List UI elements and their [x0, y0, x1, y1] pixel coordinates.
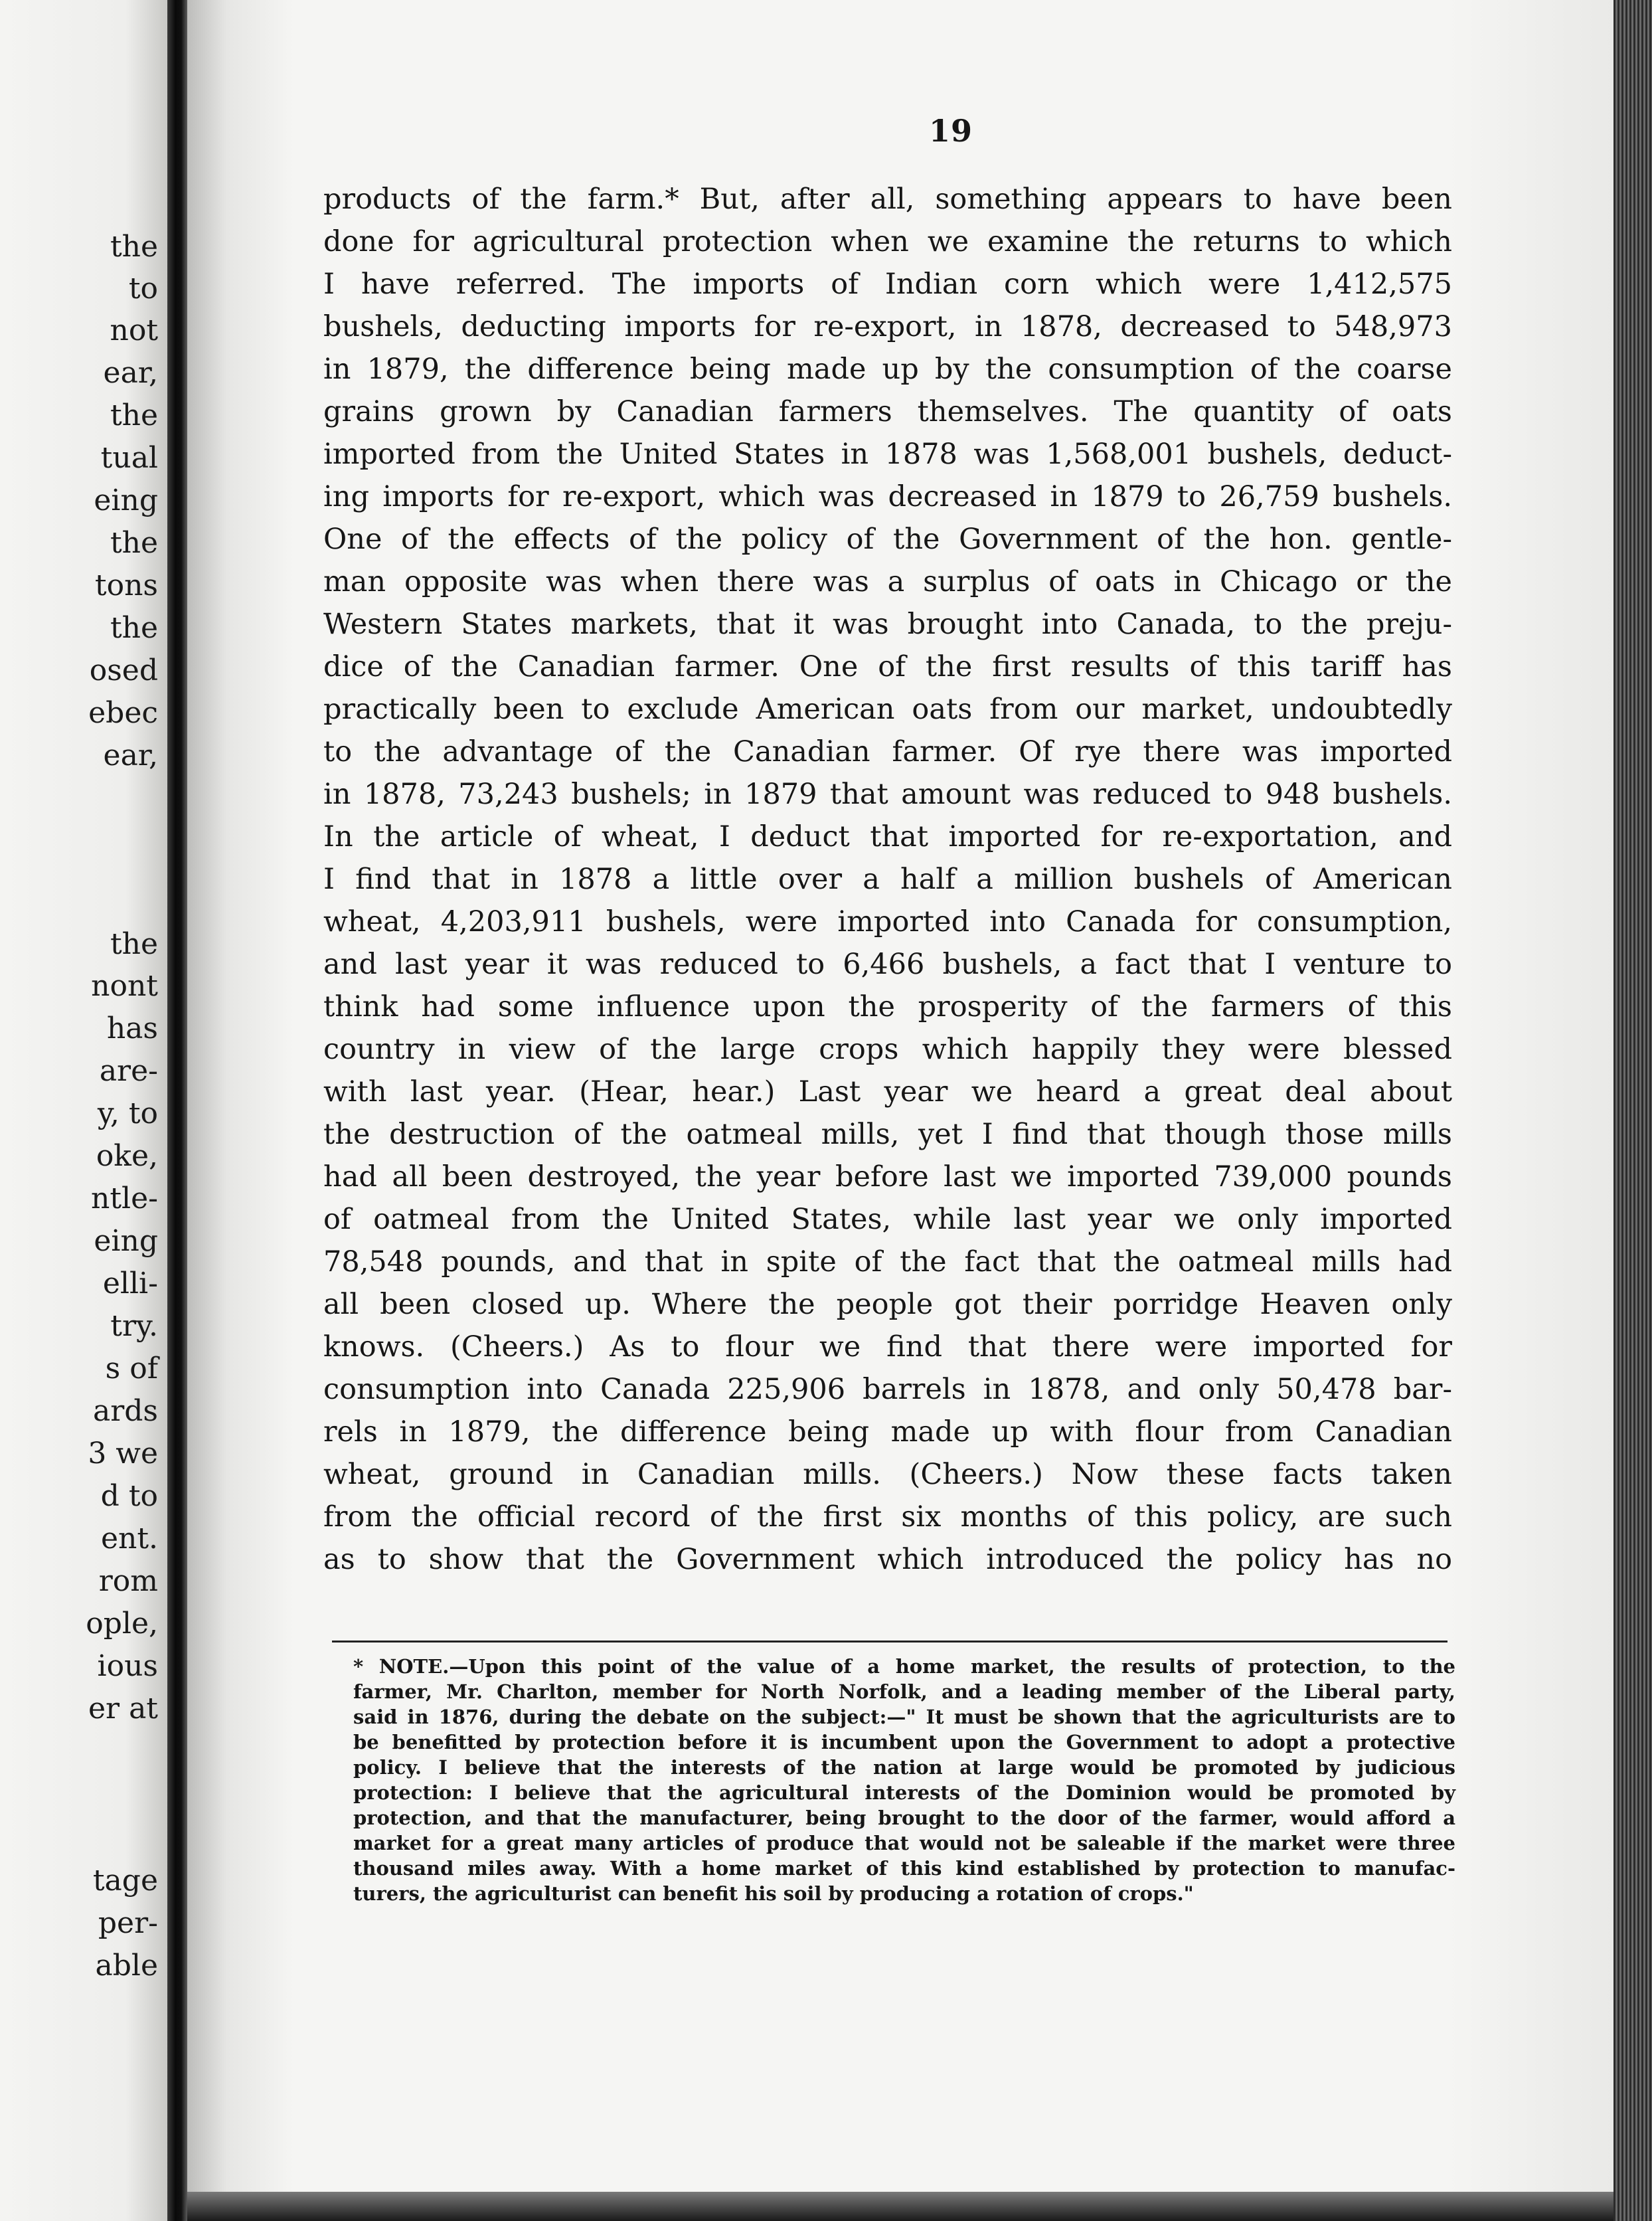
body-line: dice of the Canadian farmer. One of the first results of this tariff has — [323, 650, 1452, 683]
body-line: knows. (Cheers.) As to flour we find that there were imported for — [323, 1330, 1452, 1364]
left-page-fragment: not — [110, 313, 158, 347]
page-edges-bottom — [187, 2192, 1613, 2221]
body-line: done for agricultural protection when we examine the returns to which — [323, 225, 1452, 258]
left-page-fragment: able — [95, 1949, 158, 1983]
left-page-fragment: to — [128, 272, 158, 306]
page-number: 19 — [928, 113, 973, 149]
body-line: rels in 1879, the difference being made up with flour from Canadian — [323, 1415, 1452, 1449]
body-line: country in view of the large crops which happily they were blessed — [323, 1033, 1452, 1066]
main-page — [187, 0, 1613, 2192]
body-line: in 1878, 73,243 bushels; in 1879 that amount was reduced to 948 bushels. — [323, 778, 1452, 811]
left-page-fragment: ear, — [103, 739, 158, 772]
body-line: all been closed up. Where the people got their porridge Heaven only — [323, 1288, 1452, 1321]
left-page-fragment: the — [110, 230, 158, 264]
body-line: One of the effects of the policy of the Government of the hon. gentle- — [323, 523, 1452, 556]
left-page-fragment: try. — [110, 1309, 158, 1343]
left-page-fragment: rom — [98, 1564, 158, 1598]
left-page-fragment: ent. — [100, 1522, 158, 1555]
body-line: 78,548 pounds, and that in spite of the fact that the oatmeal mills had — [323, 1245, 1452, 1279]
left-page-fragment: the — [110, 611, 158, 645]
body-line: to the advantage of the Canadian farmer. Of rye there was imported — [323, 735, 1452, 768]
footnote-line: policy. I believe that the interests of the nation at large would be promoted by judicious — [353, 1756, 1455, 1779]
body-line: I have referred. The imports of Indian corn which were 1,412,575 — [323, 268, 1452, 301]
body-line: imported from the United States in 1878 was 1,568,001 bushels, deduct- — [323, 438, 1452, 471]
footnote-line: said in 1876, during the debate on the subject:—" It must be shown that the agriculturists are to — [353, 1706, 1455, 1728]
body-line: from the official record of the first six months of this policy, are such — [323, 1500, 1452, 1534]
left-page-fragment: tual — [100, 441, 158, 475]
body-line: think had some influence upon the prosperity of the farmers of this — [323, 990, 1452, 1023]
left-page-fragment: tons — [94, 569, 158, 602]
body-line: man opposite was when there was a surplus of oats in Chicago or the — [323, 565, 1452, 598]
footnote-line: * NOTE.—Upon this point of the value of a home market, the results of protection, to the — [353, 1655, 1455, 1678]
left-page-fragment: ople, — [86, 1607, 158, 1641]
left-page-fragment: has — [106, 1012, 158, 1045]
body-line: I find that in 1878 a little over a half a million bushels of American — [323, 863, 1452, 896]
body-line: grains grown by Canadian farmers themselves. The quantity of oats — [323, 395, 1452, 428]
body-line: wheat, 4,203,911 bushels, were imported into Canada for consumption, — [323, 905, 1452, 938]
page-edges-right — [1613, 0, 1652, 2221]
left-page-fragment: er at — [88, 1692, 158, 1726]
left-page-fragment: ear, — [103, 356, 158, 390]
left-page-fragment: ntle- — [91, 1182, 158, 1215]
left-page-fragment: eing — [94, 1224, 158, 1258]
footnote-line: market for a great many articles of produce that would not be saleable if the market were three — [353, 1832, 1455, 1854]
body-line: the destruction of the oatmeal mills, yet I find that though those mills — [323, 1118, 1452, 1151]
left-page-fragment: 3 we — [88, 1437, 158, 1470]
body-line: products of the farm.* But, after all, something appears to have been — [323, 183, 1452, 216]
body-line: in 1879, the difference being made up by the consumption of the coarse — [323, 353, 1452, 386]
left-page-fragment: tage — [92, 1864, 158, 1898]
body-line: and last year it was reduced to 6,466 bushels, a fact that I venture to — [323, 948, 1452, 981]
footnote-line: farmer, Mr. Charlton, member for North Norfolk, and a leading member of the Liberal party, — [353, 1680, 1455, 1703]
left-facing-page — [0, 0, 167, 2221]
left-page-fragment: nont — [91, 969, 158, 1003]
footnote-rule — [332, 1641, 1447, 1643]
left-page-fragment: s of — [105, 1352, 158, 1385]
footnote — [353, 1654, 1455, 1906]
left-page-fragment: d to — [100, 1479, 158, 1513]
left-page-fragment: elli- — [102, 1267, 158, 1300]
left-page-fragment: ards — [92, 1394, 158, 1428]
footnote-line: be benefitted by protection before it is incumbent upon the Government to adopt a protective — [353, 1731, 1455, 1753]
left-page-fragment: oke, — [96, 1139, 158, 1173]
binding-gutter — [167, 0, 187, 2221]
body-line: as to show that the Government which introduced the policy has no — [323, 1543, 1452, 1576]
body-line: had all been destroyed, the year before last we imported 739,000 pounds — [323, 1160, 1452, 1194]
left-page-fragment: the — [110, 927, 158, 961]
body-line: In the article of wheat, I deduct that imported for re-exportation, and — [323, 820, 1452, 853]
body-line: with last year. (Hear, hear.) Last year we heard a great deal about — [323, 1075, 1452, 1109]
left-page-fragment: the — [110, 399, 158, 432]
footnote-line: thousand miles away. With a home market of this kind established by protection to manufac- — [353, 1857, 1455, 1880]
body-line: ing imports for re-export, which was decreased in 1879 to 26,759 bushels. — [323, 480, 1452, 513]
body-line: practically been to exclude American oats from our market, undoubtedly — [323, 693, 1452, 726]
body-line: consumption into Canada 225,906 barrels in 1878, and only 50,478 bar- — [323, 1373, 1452, 1406]
left-page-fragment: osed — [89, 654, 158, 687]
body-line: bushels, deducting imports for re-export, in 1878, decreased to 548,973 — [323, 310, 1452, 343]
left-page-fragment: are- — [99, 1054, 158, 1088]
footnote-line: turers, the agriculturist can benefit his soil by producing a rotation of crops." — [353, 1882, 1194, 1905]
body-line: of oatmeal from the United States, while last year we only imported — [323, 1203, 1452, 1236]
footnote-line: protection: I believe that the agricultural interests of the Dominion would be promoted by — [353, 1781, 1455, 1804]
left-page-fragment: ebec — [88, 696, 158, 730]
left-page-fragment: the — [110, 526, 158, 560]
body-line: Western States markets, that it was brought into Canada, to the preju- — [323, 608, 1452, 641]
body-line: wheat, ground in Canadian mills. (Cheers.) Now these facts taken — [323, 1458, 1452, 1491]
left-page-fragment: ious — [97, 1649, 158, 1683]
footnote-line: protection, and that the manufacturer, being brought to the door of the farmer, would afford a — [353, 1807, 1455, 1829]
left-page-fragment: y, to — [97, 1097, 158, 1130]
left-page-fragment: per- — [98, 1906, 158, 1940]
body-text — [323, 178, 1452, 1581]
left-page-fragment: eing — [94, 484, 158, 517]
